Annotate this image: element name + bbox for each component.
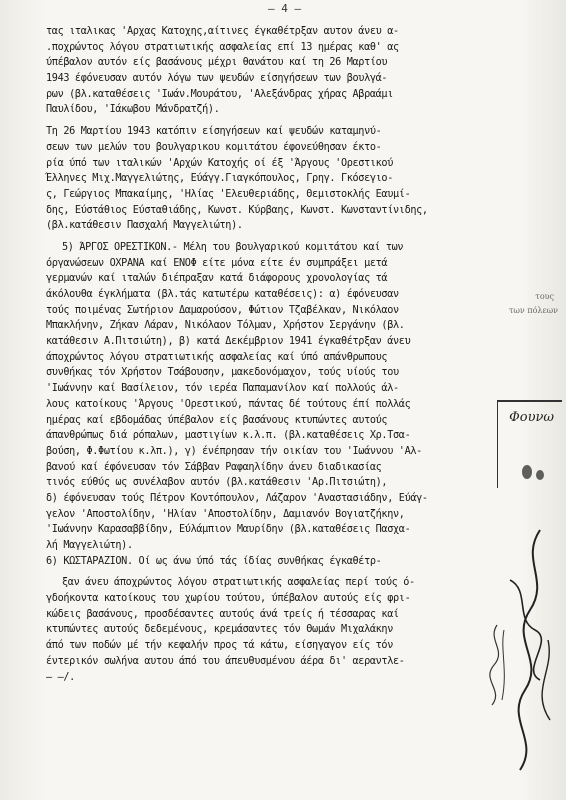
text-line: 1943 έφόνευσαν αυτόν λόγω των ψευδών είσηγήσεων των βουλγά- — [46, 73, 388, 85]
text-line: άπό των ποδών μέ τήν κεφαλήν προς τά κάτω, είσηγαγον είς τόν — [46, 640, 394, 652]
text-line: άπανθρώπως διά ρόπαλων, μαστιγίων κ.λ.π. (βλ.καταθέσεις Χρ.Τσα- — [46, 430, 411, 442]
text-line: τούς ποιμένας Σωτήριον Δαμαρούσον, Φώτιον Τζαβέλκαν, Νικόλαον — [46, 304, 399, 316]
text-line: γελον 'Αποστολίδην, 'Ηλίαν 'Αποστολίδην, Δαμιανόν Βογιατζήκην, — [46, 508, 405, 520]
text-line: συνθήκας τόν Χρήστον Τσάβουσην, μακεδονόμαχον, τούς υίούς του — [46, 367, 399, 379]
text-line: Έλληνες Μιχ.Μαγγελιώτης, Εύάγγ.Γιαγκόπουλος, Γρηγ. Γκόσεγιο- — [46, 173, 394, 185]
document-body — [40, 24, 498, 701]
text-line: ρων (βλ.καταθέσεις 'Ιωάν.Μουράτου, 'Αλεξάνδρας χήρας Αβραάμι — [46, 88, 394, 100]
text-line: τας ιταλικας 'Αρχας Κατοχης,αίτινες έγκαθέτρξαν αυτον άνευ α- — [46, 26, 399, 37]
margin-handwriting — [482, 620, 512, 710]
text-line: δ) έφόνευσαν τούς Πέτρον Κοντόπουλον, Λάζαρον 'Αναστασιάδην, Εύάγ- — [46, 492, 428, 504]
ink-blot — [522, 465, 532, 479]
text-line: κατάθεσιν Α.Πιτσιώτη), β) κατά Δεκέμβριον 1941 έγκαθέτρξαν άνευ — [46, 336, 411, 348]
text-line: σεων των μελών του βουλγαρικου κομιτάτου έφονεύθησαν έκτο- — [46, 141, 382, 153]
text-line: έντερικόν σωλήνα αυτου άπό του άπευθυσμένου άέρα δι' αεραντλε- — [46, 655, 405, 667]
text-line: βανού καί έφόνευσαν τόν Σάββαν Ραφαηλίδην άνευ διαδικασίας — [46, 461, 382, 473]
text-line: ύπέβαλον αυτόν είς βασάνους μέχρι θανάτου καί τη 26 Μαρτίου — [46, 57, 388, 69]
text-line: ρία ύπό των ιταλικών 'Αρχών Κατοχής οί έξ 'Άργους 'Ορεστικού — [46, 157, 394, 169]
text-line: λους κατοίκους 'Άργους 'Ορεστικού, πάντας δέ τούτους έπί πολλάς — [46, 398, 411, 410]
text-line: όργανώσεων ΟΧΡΑΝΑ καί ΕΝΟΦ είτε μόνα είτε έν συμπράξει μετά — [46, 257, 388, 269]
text-line: (βλ.κατάθεσιν Πασχαλή Μαγγελιώτη). — [46, 220, 243, 232]
text-line: άποχρώντος λόγου στρατιωτικής ασφαλείας καί ύπό απάνθρωπους — [46, 351, 388, 363]
text-line: λή Μαγγελιώτη). — [46, 540, 133, 551]
text-line: γδοήκοντα κατοίκους του χωρίου τούτου, ύπέβαλον αυτούς είς φρι- — [46, 593, 411, 605]
margin-note: των πόλεων — [508, 306, 558, 315]
margin-note: τους — [535, 292, 554, 301]
text-line: Παυλίδου, 'Ιάκωβου Μάνδρατζή). — [46, 104, 220, 116]
text-line: 6) ΚΩΣΤΑΡΑΖΙΟΝ. Οί ως άνω ύπό τάς ίδίας συνθήκας έγκαθέτρ- — [46, 555, 382, 567]
text-line: 'Ιωάννην καί Βασίλειον, τόν ιερέα Παπαμανίλον καί πολλούς άλ- — [46, 383, 399, 395]
text-line: ημέρας καί εβδομάδας ύπέβαλον είς βασάνους κτυπώντες αυτούς — [46, 414, 388, 426]
text-line: Μπακλήνην, Ζήκαν Λάραν, Νικόλαον Τόλμαν, Χρήστον Σεργάνην (βλ. — [46, 320, 405, 332]
text-line: άκόλουθα έγκλήματα (βλ.τάς κατωτέρω καταθέσεις): α) έφόνευσαν — [46, 289, 399, 300]
text-line: δης, Εύστάθιος Εύσταθιάδης, Κωνστ. Κύρβαης, Κωνστ. Κωνσταντίνιδης, — [46, 204, 428, 216]
page-continuation-mark — [40, 685, 498, 701]
ink-blot — [536, 470, 544, 480]
text-line: .ποχρώντος λόγου στρατιωτικής ασφαλείας επί 13 ημέρας καθ' ας — [46, 41, 399, 53]
text-line: γερμανών καί ιταλών διέπραξαν κατά διάφορους χρονολογίας τά — [46, 273, 388, 285]
text-line: κώδεις βασάνους, προσδέσαντες αυτούς άνά τρείς ή τέσσαρας καί — [46, 608, 399, 620]
text-line: κτυπώντες αυτούς δεδεμένους, κρεμάσαντες τόν Θωμάν Μιχαλάκην — [46, 624, 394, 636]
text-line: — —/. — [46, 671, 75, 683]
text-line: βούση, Φ.Φωτίου κ.λπ.), γ) ένέπρησαν τήν οικίαν του 'Ιωάννου 'Αλ- — [46, 445, 422, 457]
text-line: τινός εύθύς ως συνέλαβον αυτόν (βλ.κατάθεσιν 'Αρ.Πιτσιώτη), — [46, 477, 388, 489]
text-line: ς, Γεώργιος Μπακαίμης, 'Ηλίας 'Ελευθεριάδης, Θεμιστοκλής Εαυμί- — [46, 188, 411, 200]
text-line: Τη 26 Μαρτίου 1943 κατόπιν είσηγήσεων καί ψευδών καταμηνύ- — [46, 126, 382, 138]
section-heading-line: 5) ΆΡΓΟΣ ΟΡΕΣΤΙΚΟΝ.- Μέλη του βουλγαρικού κομιτάτου καί των — [62, 241, 404, 253]
text-line: 'Ιωάννην Καρασαββίδην, Εύλάμπιον Μαυρίδην (βλ.καταθέσεις Πασχα- — [46, 524, 411, 536]
page-number: — 4 — — [268, 2, 302, 15]
margin-handwritten-word: Φουνω — [509, 410, 554, 425]
section-heading-line: ξαν άνευ άποχρώντος λόγου στρατιωτικής ασφαλείας περί τούς ό- — [62, 577, 415, 589]
